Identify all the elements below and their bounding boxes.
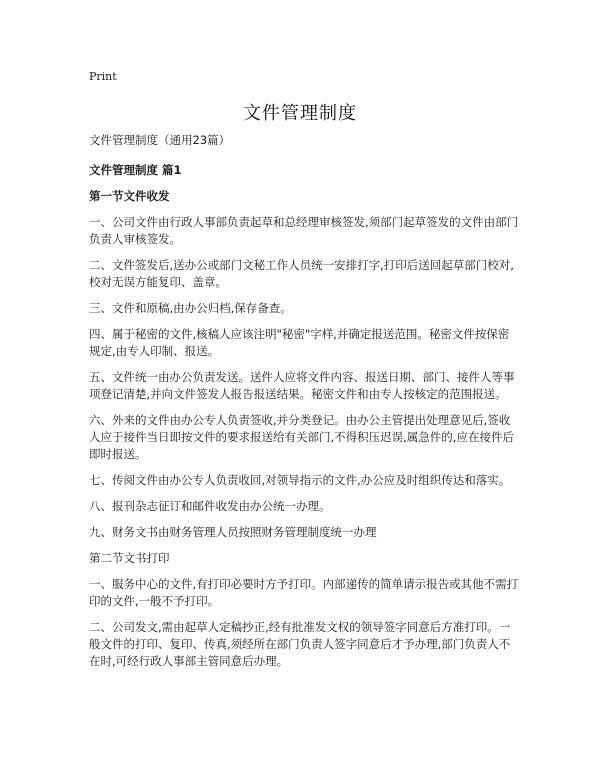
paragraph: 一、公司文件由行政人事部负责起草和总经理审核签发,须部门起草签发的文件由部门负责人审核签发。 [89,215,519,246]
paragraph: 一、服务中心的文件,有打印必要时方予打印。内部递传的简单请示报告或其他不需打印的文件,一般不予打印。 [89,577,519,608]
paragraph: 三、文件和原稿,由办公归档,保存备查。 [89,301,292,315]
paragraph: 二、公司发文,需由起草人定稿抄正,经有批准发文权的领导签字同意后方准打印。一般文件的打印、复印、传真,须经所在部门负责人签字同意后才予办理,部门负责人不在时,可经行政人事部主管同意后办理。 [89,620,511,668]
print-label: Print [89,70,117,83]
paragraph: 二、文件签发后,送办公或部门文秘工作人员统一安排打字,打印后送回起草部门校对,校对无误方能复印、盖章。 [89,258,514,289]
paragraph: 七、传阅文件由办公专人负责收回,对领导指示的文件,办公应及时组织传达和落实。 [89,473,511,487]
paragraph: 九、财务文书由财务管理人员按照财务管理制度统一办理 [89,525,377,539]
paragraph: 四、属于秘密的文件,核稿人应该注明"秘密"字样,并确定报送范围。秘密文件按保密规定,由专人印制、报送。 [89,327,510,358]
paragraph: 五、文件统一由办公负责发送。送件人应将文件内容、报送日期、部门、接件人等事项登记清楚,并向文件签发人报告报送结果。秘密文件和由专人按核定的范围报送。 [89,370,515,401]
chapter-title: 第一节文件收发 [89,189,170,203]
document-body [89,132,519,679]
paragraph: 八、报刊杂志征订和邮件收发由办公统一办理。 [89,499,331,513]
paragraph: 六、外来的文件由办公专人负责签收,并分类登记。由办公主管提出处理意见后,签收人应于接件当日即按文件的要求报送给有关部门,不得积压迟误,属急件的,应在接件后即时报送。 [89,413,514,461]
section-title: 文件管理制度 篇1 [89,163,182,177]
page-title: 文件管理制度 [243,103,357,124]
document-subtitle: 文件管理制度（通用23篇） [89,133,231,147]
chapter-title: 第二节文书打印 [89,551,170,565]
